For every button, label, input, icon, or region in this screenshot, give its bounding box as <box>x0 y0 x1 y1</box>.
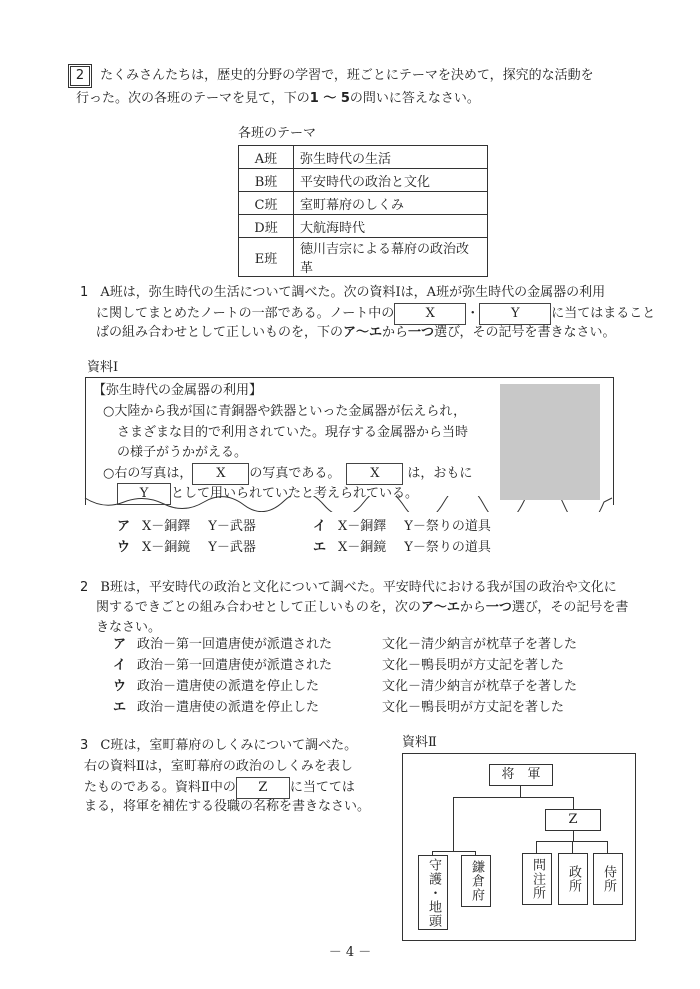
q2-choice-politics: 政治－遣唐使の派遣を停止した <box>137 700 320 715</box>
org-mandokoro: 政所 <box>558 853 588 905</box>
org-monchujo: 問注所 <box>522 853 552 905</box>
intro-line2 <box>76 89 480 109</box>
theme-row <box>239 169 488 192</box>
intro-line1: たくみさんたちは，歴史的分野の学習で，班ごとにテーマを決めて，探究的な活動を <box>100 68 594 83</box>
q1-choice-range: ア〜エ <box>343 325 383 340</box>
q2-choice-culture: 文化－清少納言が枕草子を著した <box>382 637 578 652</box>
q2-choice-mark: イ <box>113 658 127 673</box>
intro-line2-post: の問いに答えなさい。 <box>349 91 480 106</box>
theme-table-caption: 各班のテーマ <box>238 126 317 141</box>
q1-choice-y: Y－祭りの道具 <box>404 540 491 555</box>
q2-line2 <box>96 598 628 618</box>
note-blank-x2: X <box>346 463 403 485</box>
note-blank-x: X <box>192 463 249 485</box>
q2-choice <box>113 635 577 655</box>
note-b2-mid: の写真である。 <box>249 466 341 481</box>
theme-row <box>239 215 488 238</box>
artifact-photo <box>500 384 600 500</box>
theme-row <box>239 146 488 169</box>
q2-line1 <box>80 578 617 598</box>
q1-choice-x: X－銅鏡 <box>338 540 387 555</box>
q1-line3-post: 選び，その記号を書きなさい。 <box>434 325 616 340</box>
org-kamakura-fu: 鎌倉府 <box>461 855 491 907</box>
theme-title: 徳川吉宗による幕府の政治改革 <box>294 238 488 277</box>
q1-line3-mid: から <box>382 325 409 340</box>
q1-choice-x: X－銅鏡 <box>142 540 191 555</box>
note-blank-y: Y <box>117 483 171 505</box>
q1-line2-post: に当てはまること <box>551 306 656 321</box>
note-title: 【弥生時代の金属器の利用】 <box>93 383 263 398</box>
theme-title: 大航海時代 <box>294 215 488 238</box>
q2-choice-culture: 文化－鴨長明が方丈記を著した <box>382 700 565 715</box>
q1-one: 一つ <box>408 325 435 340</box>
note-b1-line1: ○大陸から我が国に青銅器や鉄器といった金属器が伝えられ， <box>103 404 467 419</box>
q3-number: 3 <box>80 738 89 753</box>
theme-group: E班 <box>239 238 294 277</box>
q2-choice-mark: ウ <box>113 679 127 694</box>
q1-line1 <box>80 283 605 303</box>
q3-text1: C班は，室町幕府のしくみについて調べた。 <box>100 738 358 753</box>
theme-row <box>239 192 488 215</box>
q2-choice-culture: 文化－清少納言が枕草子を著した <box>382 679 578 694</box>
q3-line2: 右の資料Ⅱは，室町幕府の政治のしくみを表し <box>84 759 353 774</box>
q2-choice-politics: 政治－遣唐使の派遣を停止した <box>137 679 320 694</box>
q2-choice <box>113 656 564 676</box>
section-header <box>70 66 594 86</box>
q1-choice <box>117 517 256 537</box>
note-b2 <box>103 463 472 485</box>
q3-line3-pre: たものである。資料Ⅱ中の <box>84 780 236 795</box>
q2-choice-range: ア〜エ <box>420 600 460 615</box>
q2-choice <box>113 698 564 718</box>
q2-one: 一つ <box>485 600 512 615</box>
intro-line2-pre: 行った。次の各班のテーマを見て，下の <box>76 91 310 106</box>
q2-number: 2 <box>80 580 89 595</box>
q1-choice-mark: エ <box>313 540 327 555</box>
theme-title: 平安時代の政治と文化 <box>294 169 488 192</box>
q2-choice-mark: エ <box>113 700 127 715</box>
q1-choice-y: Y－武器 <box>208 540 256 555</box>
theme-title: 弥生時代の生活 <box>294 146 488 169</box>
q2-choice <box>113 677 577 697</box>
theme-group: A班 <box>239 146 294 169</box>
note-b1-line3: の様子がうかがえる。 <box>117 445 248 460</box>
page-number: － 4 － <box>328 945 372 960</box>
q1-line2 <box>96 303 655 325</box>
q2-choice-mark: ア <box>113 637 127 652</box>
q1-choice-y: Y－武器 <box>208 519 256 534</box>
q2-choice-politics: 政治－第一回遣唐使が派遣された <box>137 658 333 673</box>
note-b2-pre: ○右の写真は， <box>103 466 193 481</box>
q2-line2-post: 選び，その記号を書 <box>511 600 629 615</box>
q3-line4: まる，将軍を補佐する役職の名称を書きなさい。 <box>84 799 371 814</box>
q1-choice-mark: イ <box>313 519 327 534</box>
blank-y: Y <box>479 303 551 325</box>
org-shugo-jito: 守護・地頭 <box>418 855 448 930</box>
theme-group: D班 <box>239 215 294 238</box>
q1-choice-x: X－銅鐸 <box>338 519 387 534</box>
theme-group: C班 <box>239 192 294 215</box>
intro-range: 1 〜 5 <box>309 91 350 106</box>
blank-x: X <box>394 303 466 325</box>
q1-choice-mark: ウ <box>117 540 131 555</box>
q1-line2-pre: に関してまとめたノートの一部である。ノート中の <box>96 306 395 321</box>
org-z: Z <box>545 809 601 831</box>
material1-label: 資料Ⅰ <box>87 360 119 375</box>
q2-line2-pre: 関するできごとの組み合わせとして正しいものを，次の <box>96 600 421 615</box>
q1-choice <box>117 538 256 558</box>
note-b1-line2: さまざまな目的で利用されていた。現存する金属器から当時 <box>117 425 469 440</box>
theme-title: 室町幕府のしくみ <box>294 192 488 215</box>
q1-number: 1 <box>80 285 89 300</box>
note-b2-post: は，おもに <box>407 466 473 481</box>
q3-line3-post: に当てては <box>289 780 355 795</box>
q1-line3-pre: ばの組み合わせとして正しいものを，下の <box>96 325 344 340</box>
org-samurai-dokoro: 侍所 <box>593 853 623 905</box>
theme-group: B班 <box>239 169 294 192</box>
q1-sep: ・ <box>466 306 480 321</box>
q2-line2-mid: から <box>459 600 486 615</box>
org-shogun: 将 軍 <box>489 764 553 786</box>
material2-label: 資料Ⅱ <box>402 735 437 750</box>
q1-choice-mark: ア <box>117 519 131 534</box>
q1-text1: A班は，弥生時代の生活について調べた。次の資料Ⅰは，A班が弥生時代の金属器の利用 <box>100 285 606 300</box>
q3-line3 <box>84 777 355 799</box>
q2-text1: B班は，平安時代の政治と文化について調べた。平安時代における我が国の政治や文化に <box>100 580 617 595</box>
q1-line3 <box>96 323 616 343</box>
theme-row <box>239 238 488 277</box>
q1-choice <box>313 538 491 558</box>
section-number: 2 <box>70 66 90 86</box>
q2-choice-culture: 文化－鴨長明が方丈記を著した <box>382 658 565 673</box>
note-b3-post: として用いられていたと考えられている。 <box>171 486 419 501</box>
q1-choice-y: Y－祭りの道具 <box>404 519 491 534</box>
q1-choice-x: X－銅鐸 <box>142 519 191 534</box>
q3-line1 <box>80 736 357 756</box>
theme-table <box>238 145 488 277</box>
q2-line3: きなさい。 <box>96 620 162 635</box>
q1-choice <box>313 517 491 537</box>
blank-z: Z <box>236 777 290 799</box>
note-b3 <box>117 483 418 505</box>
q2-choice-politics: 政治－第一回遣唐使が派遣された <box>137 637 333 652</box>
